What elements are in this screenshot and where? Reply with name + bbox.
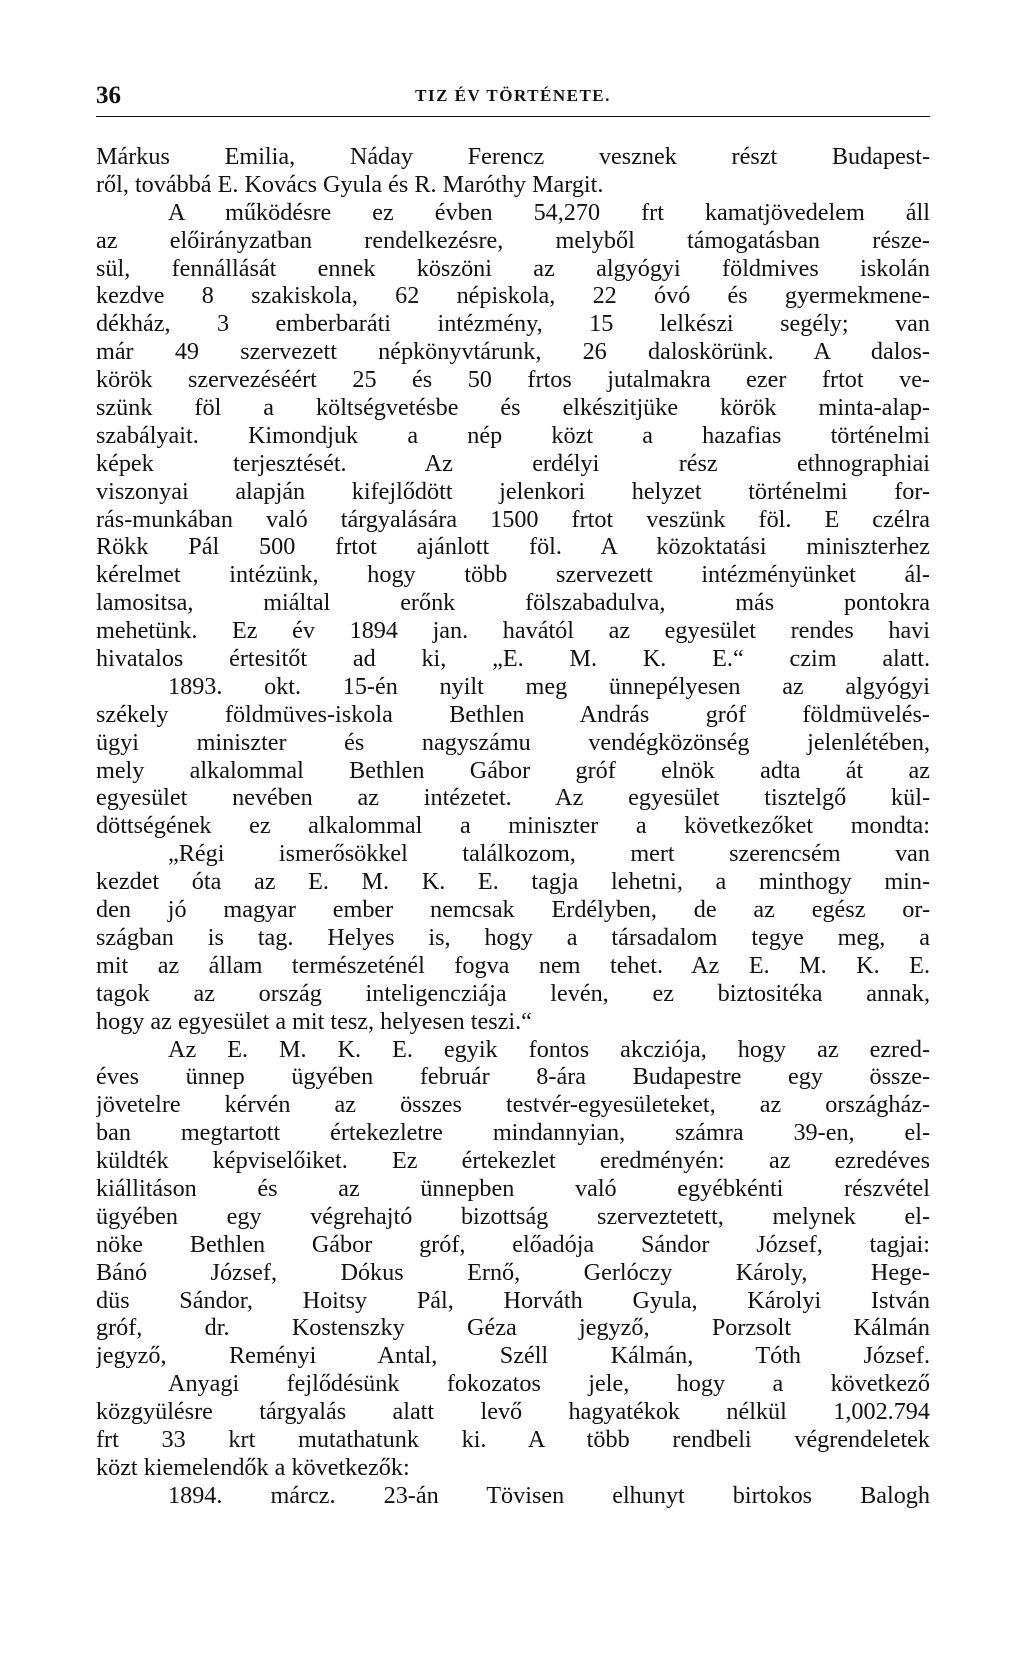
text-line: küldték képviselőiket. Ez értekezlet eredményén: az ezredéves (96, 1147, 930, 1175)
text-line: közgyülésre tárgyalás alatt levő hagyatékok nélkül 1,002.794 (96, 1398, 930, 1426)
text-line: Anyagi fejlődésünk fokozatos jele, hogy a következő (168, 1370, 930, 1398)
text-line: közt kiemelendők a következők: (96, 1453, 410, 1481)
text-line: ügyi miniszter és nagyszámu vendégközönség jelenlétében, (96, 728, 930, 756)
text-line: Az E. M. K. E. egyik fontos akcziója, hogy az ezred- (168, 1035, 930, 1063)
text-line: jövetelre kérvén az összes testvér-egyesületeket, az országház- (96, 1091, 930, 1119)
text-line: döttségének ez alkalommal a miniszter a következőket mondta: (96, 812, 930, 840)
text-line: képek terjesztését. Az erdélyi rész ethnographiai (96, 449, 930, 477)
text-line: den jó magyar ember nemcsak Erdélyben, de az egész or- (96, 896, 930, 924)
text-line: szabályait. Kimondjuk a nép közt a hazafias történelmi (96, 421, 930, 449)
running-title: TIZ ÉV TÖRTÉNETE. (415, 86, 611, 105)
text-line: kiállitáson és az ünnepben való egyébkénti részvétel (96, 1174, 930, 1202)
text-line: már 49 szervezett népkönyvtárunk, 26 daloskörünk. A dalos- (96, 338, 930, 366)
text-line: 1893. okt. 15-én nyilt meg ünnepélyesen az algyógyi (168, 672, 930, 700)
text-line: lamositsa, miáltal erőnk fölszabadulva, más pontokra (96, 589, 930, 617)
text-line: ban megtartott értekezletre mindannyian, számra 39-en, el- (96, 1119, 930, 1147)
text-line: düs Sándor, Hoitsy Pál, Horváth Gyula, Károlyi István (96, 1286, 930, 1314)
text-line: nöke Bethlen Gábor gróf, előadója Sándor József, tagjai: (96, 1230, 930, 1258)
text-line: kezdve 8 szakiskola, 62 népiskola, 22 óvó és gyermekmene- (96, 282, 930, 310)
text-line: rás-munkában való tárgyalására 1500 frtot veszünk föl. E czélra (96, 505, 930, 533)
text-line: frt 33 krt mutathatunk ki. A több rendbeli végrendeletek (96, 1425, 930, 1453)
body-text (96, 143, 930, 1510)
text-line: A működésre ez évben 54,270 frt kamatjövedelem áll (168, 198, 930, 226)
text-line: szünk föl a költségvetésbe és elkészitjüke körök minta-alap- (96, 394, 930, 422)
text-line: viszonyai alapján kifejlődött jelenkori helyzet történelmi for- (96, 477, 930, 505)
text-line: Bánó József, Dókus Ernő, Gerlóczy Károly, Hege- (96, 1258, 930, 1286)
text-line: szágban is tag. Helyes is, hogy a társadalom tegye meg, a (96, 923, 930, 951)
text-line: dékház, 3 emberbaráti intézmény, 15 lelkészi segély; van (96, 310, 930, 338)
text-line: ügyében egy végrehajtó bizottság szerveztetett, melynek el- (96, 1202, 930, 1230)
text-line: gróf, dr. Kostenszky Géza jegyző, Porzsolt Kálmán (96, 1314, 930, 1342)
text-line: körök szervezéséért 25 és 50 frtos jutalmakra ezer frtot ve- (96, 366, 930, 394)
text-line: egyesület nevében az intézetet. Az egyesület tisztelgő kül- (96, 784, 930, 812)
text-line: az előirányzatban rendelkezésre, melyből támogatásban része- (96, 226, 930, 254)
text-line: tagok az ország inteligencziája levén, ez biztositéka annak, (96, 979, 930, 1007)
text-line: jegyző, Reményi Antal, Széll Kálmán, Tóth József. (96, 1342, 930, 1370)
text-line: mit az állam természeténél fogva nem tehet. Az E. M. K. E. (96, 951, 930, 979)
text-line: Márkus Emilia, Náday Ferencz vesznek részt Budapest- (96, 143, 930, 170)
page-header (96, 78, 930, 117)
text-line: kezdet óta az E. M. K. E. tagja lehetni, a minthogy min- (96, 868, 930, 896)
text-line: sül, fennállását ennek köszöni az algyógyi földmives iskolán (96, 254, 930, 282)
page-number: 36 (96, 82, 121, 109)
text-line: hivatalos értesitőt ad ki, „E. M. K. E.“ czim alatt. (96, 645, 930, 673)
text-line: hogy az egyesület a mit tesz, helyesen teszi.“ (96, 1007, 532, 1035)
text-line: székely földmüves-iskola Bethlen András gróf földmüvelés- (96, 700, 930, 728)
text-line: 1894. márcz. 23-án Tövisen elhunyt birtokos Balogh (168, 1481, 930, 1509)
text-line: ről, továbbá E. Kovács Gyula és R. Maróthy Margit. (96, 170, 604, 198)
text-line: kérelmet intézünk, hogy több szervezett intézményünket ál- (96, 561, 930, 589)
text-line: mely alkalommal Bethlen Gábor gróf elnök adta át az (96, 756, 930, 784)
text-line: „Régi ismerősökkel találkozom, mert szerencsém van (168, 840, 930, 868)
text-line: Rökk Pál 500 frtot ajánlott föl. A közoktatási miniszterhez (96, 533, 930, 561)
text-line: éves ünnep ügyében február 8-ára Budapestre egy össze- (96, 1063, 930, 1091)
text-line: mehetünk. Ez év 1894 jan. havától az egyesület rendes havi (96, 617, 930, 645)
